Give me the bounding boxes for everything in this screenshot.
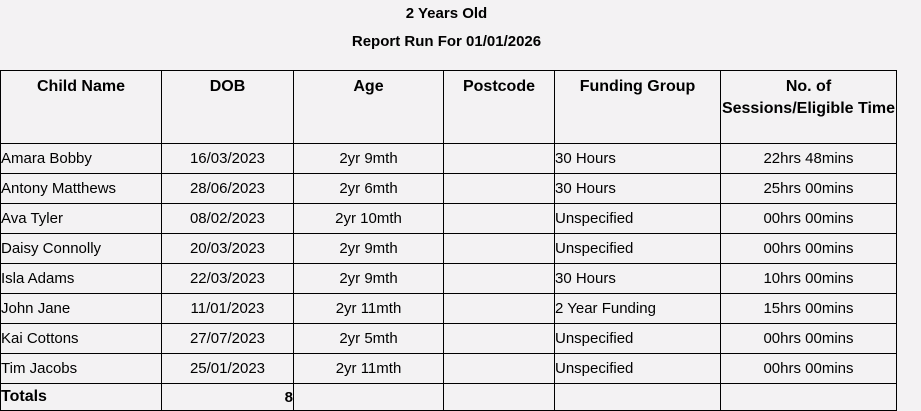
column-header-child-name: Child Name	[1, 71, 162, 144]
report-table	[0, 70, 897, 411]
cell-postcode	[444, 264, 555, 294]
cell-dob: 11/01/2023	[162, 294, 294, 324]
cell-postcode	[444, 234, 555, 264]
cell-age: 2yr 11mth	[294, 294, 444, 324]
totals-empty-cell	[555, 384, 721, 411]
report-subtitle: Report Run For 01/01/2026	[351, 33, 542, 50]
cell-child-name: Ava Tyler	[1, 204, 162, 234]
cell-funding-group: 30 Hours	[555, 144, 721, 174]
totals-row	[1, 384, 897, 411]
column-header-dob: DOB	[162, 71, 294, 144]
report-title: 2 Years Old	[405, 5, 488, 22]
cell-child-name: Tim Jacobs	[1, 354, 162, 384]
cell-funding-group: 2 Year Funding	[555, 294, 721, 324]
table-row	[1, 174, 897, 204]
totals-count: 8	[162, 384, 294, 411]
cell-postcode	[444, 354, 555, 384]
totals-empty-cell	[444, 384, 555, 411]
cell-sessions: 00hrs 00mins	[721, 324, 897, 354]
cell-child-name: Daisy Connolly	[1, 234, 162, 264]
cell-age: 2yr 11mth	[294, 354, 444, 384]
cell-dob: 27/07/2023	[162, 324, 294, 354]
cell-sessions: 00hrs 00mins	[721, 204, 897, 234]
cell-funding-group: 30 Hours	[555, 264, 721, 294]
cell-dob: 20/03/2023	[162, 234, 294, 264]
cell-funding-group: Unspecified	[555, 204, 721, 234]
cell-dob: 22/03/2023	[162, 264, 294, 294]
cell-dob: 25/01/2023	[162, 354, 294, 384]
table-row	[1, 234, 897, 264]
cell-child-name: Antony Matthews	[1, 174, 162, 204]
totals-empty-cell	[721, 384, 897, 411]
cell-sessions: 00hrs 00mins	[721, 234, 897, 264]
cell-postcode	[444, 204, 555, 234]
cell-dob: 08/02/2023	[162, 204, 294, 234]
cell-postcode	[444, 324, 555, 354]
cell-child-name: Kai Cottons	[1, 324, 162, 354]
cell-sessions: 10hrs 00mins	[721, 264, 897, 294]
cell-funding-group: Unspecified	[555, 234, 721, 264]
table-row	[1, 144, 897, 174]
cell-funding-group: Unspecified	[555, 324, 721, 354]
table-row	[1, 324, 897, 354]
cell-funding-group: 30 Hours	[555, 174, 721, 204]
table-row	[1, 264, 897, 294]
column-header-age: Age	[294, 71, 444, 144]
cell-sessions: 25hrs 00mins	[721, 174, 897, 204]
cell-age: 2yr 9mth	[294, 234, 444, 264]
cell-postcode	[444, 294, 555, 324]
cell-postcode	[444, 174, 555, 204]
totals-empty-cell	[294, 384, 444, 411]
cell-age: 2yr 9mth	[294, 144, 444, 174]
cell-child-name: Amara Bobby	[1, 144, 162, 174]
column-header-funding-group: Funding Group	[555, 71, 721, 144]
table-row	[1, 294, 897, 324]
cell-sessions: 22hrs 48mins	[721, 144, 897, 174]
column-header-sessions: No. of Sessions/Eligible Time	[721, 71, 897, 144]
cell-age: 2yr 10mth	[294, 204, 444, 234]
table-header-row	[1, 71, 897, 144]
cell-postcode	[444, 144, 555, 174]
totals-label: Totals	[1, 384, 162, 411]
cell-child-name: Isla Adams	[1, 264, 162, 294]
table-row	[1, 354, 897, 384]
cell-sessions: 15hrs 00mins	[721, 294, 897, 324]
cell-child-name: John Jane	[1, 294, 162, 324]
cell-dob: 28/06/2023	[162, 174, 294, 204]
table-row	[1, 204, 897, 234]
cell-age: 2yr 9mth	[294, 264, 444, 294]
cell-sessions: 00hrs 00mins	[721, 354, 897, 384]
cell-funding-group: Unspecified	[555, 354, 721, 384]
cell-age: 2yr 5mth	[294, 324, 444, 354]
column-header-postcode: Postcode	[444, 71, 555, 144]
cell-age: 2yr 6mth	[294, 174, 444, 204]
cell-dob: 16/03/2023	[162, 144, 294, 174]
